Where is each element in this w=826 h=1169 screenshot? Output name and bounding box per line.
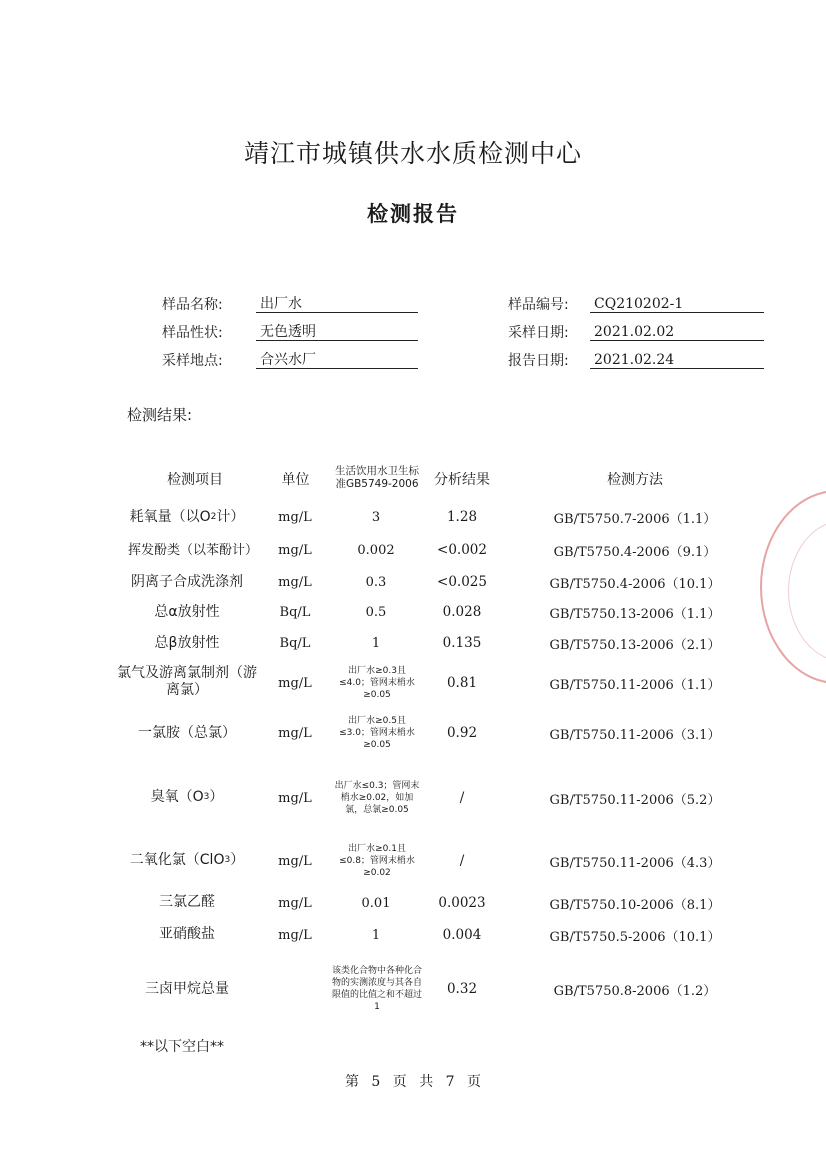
- table-row-item: 一氯胺（总氯）: [138, 724, 236, 741]
- table-row-item: 二氧化氯（ClO 3 ）: [129, 851, 245, 868]
- header-standard: 生活饮用水卫生标准GB5749-2006: [335, 465, 419, 490]
- sample-name-value: 出厂水: [256, 295, 418, 313]
- table-row-standard: 出厂水≥0.1且≤0.8；管网末梢水≥0.02: [339, 844, 415, 878]
- table-row-method: GB/T5750.7-2006（1.1）: [553, 511, 717, 527]
- table-row-result: <0.002: [437, 542, 487, 558]
- table-row-standard: 3: [371, 509, 381, 525]
- table-row-method: GB/T5750.11-2006（4.3）: [549, 855, 721, 871]
- header-result: 分析结果: [434, 472, 490, 488]
- table-row-item: 耗氧量（以O 2 计）: [129, 508, 245, 525]
- table-row-item: 总β放射性: [154, 634, 220, 651]
- table-row-unit: Bq/L: [279, 604, 311, 620]
- table-row-result: 0.004: [442, 927, 482, 943]
- table-row-unit: mg/L: [278, 853, 312, 869]
- table-row-standard: 出厂水≥0.3且≤4.0；管网末梢水≥0.05: [339, 666, 415, 700]
- table-row-result: 0.135: [442, 635, 482, 651]
- header-unit: 单位: [281, 472, 310, 488]
- table-row-item: 臭氧（O 3 ）: [150, 788, 224, 805]
- results-label: 检测结果:: [127, 406, 193, 424]
- table-row-unit: mg/L: [278, 574, 312, 590]
- sample-property-value: 无色透明: [256, 323, 418, 341]
- table-row-unit: [265, 978, 325, 1000]
- table-row-standard: 0.002: [357, 542, 395, 558]
- report-title: 检测报告: [367, 202, 459, 226]
- table-row-standard: 该类化合物中各种化合物的实测浓度与其各自限值的比值之和不超过1: [331, 966, 422, 1012]
- table-row-unit: mg/L: [278, 927, 312, 943]
- table-row-method: GB/T5750.11-2006（5.2）: [549, 792, 721, 808]
- report-date-value: 2021.02.24: [590, 351, 764, 369]
- sampling-site-label: 采样地点:: [162, 353, 223, 369]
- sample-no-label: 样品编号:: [508, 297, 569, 313]
- table-row-result: 0.028: [442, 604, 482, 620]
- table-row-item: 氯气及游离氯制剂（游离氯）: [117, 665, 257, 698]
- table-row-method: GB/T5750.5-2006（10.1）: [549, 929, 721, 945]
- table-row-method: GB/T5750.4-2006（9.1）: [553, 544, 717, 560]
- sampling-date-label: 采样日期:: [508, 325, 569, 341]
- table-row-unit: mg/L: [278, 542, 312, 558]
- table-row-item: 三氯乙醛: [159, 893, 215, 910]
- table-row-item: 三卤甲烷总量: [145, 980, 229, 997]
- table-row-result: 1.28: [446, 509, 478, 525]
- sampling-date-value: 2021.02.02: [590, 323, 764, 341]
- sample-no-value: CQ210202-1: [590, 295, 764, 313]
- table-row-method: GB/T5750.11-2006（1.1）: [549, 677, 721, 693]
- table-row-result: 0.81: [446, 675, 478, 691]
- table-row-result: 0.92: [446, 725, 478, 741]
- table-row-unit: Bq/L: [279, 635, 311, 651]
- table-row-standard: 1: [371, 927, 381, 943]
- table-row-standard: 出厂水≤0.3；管网末梢水≥0.02，如加氯，总氯≥0.05: [334, 781, 420, 815]
- table-row-method: GB/T5750.11-2006（3.1）: [549, 727, 721, 743]
- table-row-standard: 0.01: [361, 895, 391, 911]
- table-row-standard: 出厂水≥0.5且≤3.0；管网末梢水≥0.05: [339, 716, 415, 750]
- sample-property-label: 样品性状:: [162, 325, 223, 341]
- table-row-method: GB/T5750.8-2006（1.2）: [553, 983, 717, 999]
- table-row-result: 0.0023: [438, 895, 486, 911]
- table-row-unit: mg/L: [278, 725, 312, 741]
- table-row-standard: 0.3: [365, 574, 387, 590]
- table-row-unit: mg/L: [278, 509, 312, 525]
- table-row-standard: 0.5: [365, 604, 387, 620]
- table-row-standard: 1: [371, 635, 381, 651]
- header-item: 检测项目: [167, 472, 223, 488]
- table-row-unit: mg/L: [278, 790, 312, 806]
- table-row-item: 总α放射性: [154, 603, 220, 620]
- table-row-result: 0.32: [446, 981, 478, 997]
- page-number: 第 5 页 共 7 页: [344, 1074, 482, 1090]
- table-row-unit: mg/L: [278, 675, 312, 691]
- table-row-result: /: [459, 790, 465, 806]
- table-row-result: /: [459, 853, 465, 869]
- table-row-item: 挥发酚类（以苯酚计）: [128, 542, 259, 558]
- table-row-method: GB/T5750.10-2006（8.1）: [549, 897, 721, 913]
- report-date-label: 报告日期:: [508, 353, 569, 369]
- sampling-site-value: 合兴水厂: [256, 351, 418, 369]
- blank-note: **以下空白**: [140, 1039, 224, 1055]
- header-method: 检测方法: [607, 472, 663, 488]
- table-row-item: 亚硝酸盐: [159, 925, 215, 942]
- sample-name-label: 样品名称:: [162, 297, 223, 313]
- table-row-method: GB/T5750.13-2006（2.1）: [549, 637, 721, 653]
- table-row-item: 阴离子合成洗涤剂: [131, 573, 243, 590]
- table-row-method: GB/T5750.4-2006（10.1）: [549, 576, 721, 592]
- table-row-result: <0.025: [437, 574, 487, 590]
- table-row-method: GB/T5750.13-2006（1.1）: [549, 606, 721, 622]
- organization-name: 靖江市城镇供水水质检测中心: [243, 139, 582, 168]
- table-row-unit: mg/L: [278, 895, 312, 911]
